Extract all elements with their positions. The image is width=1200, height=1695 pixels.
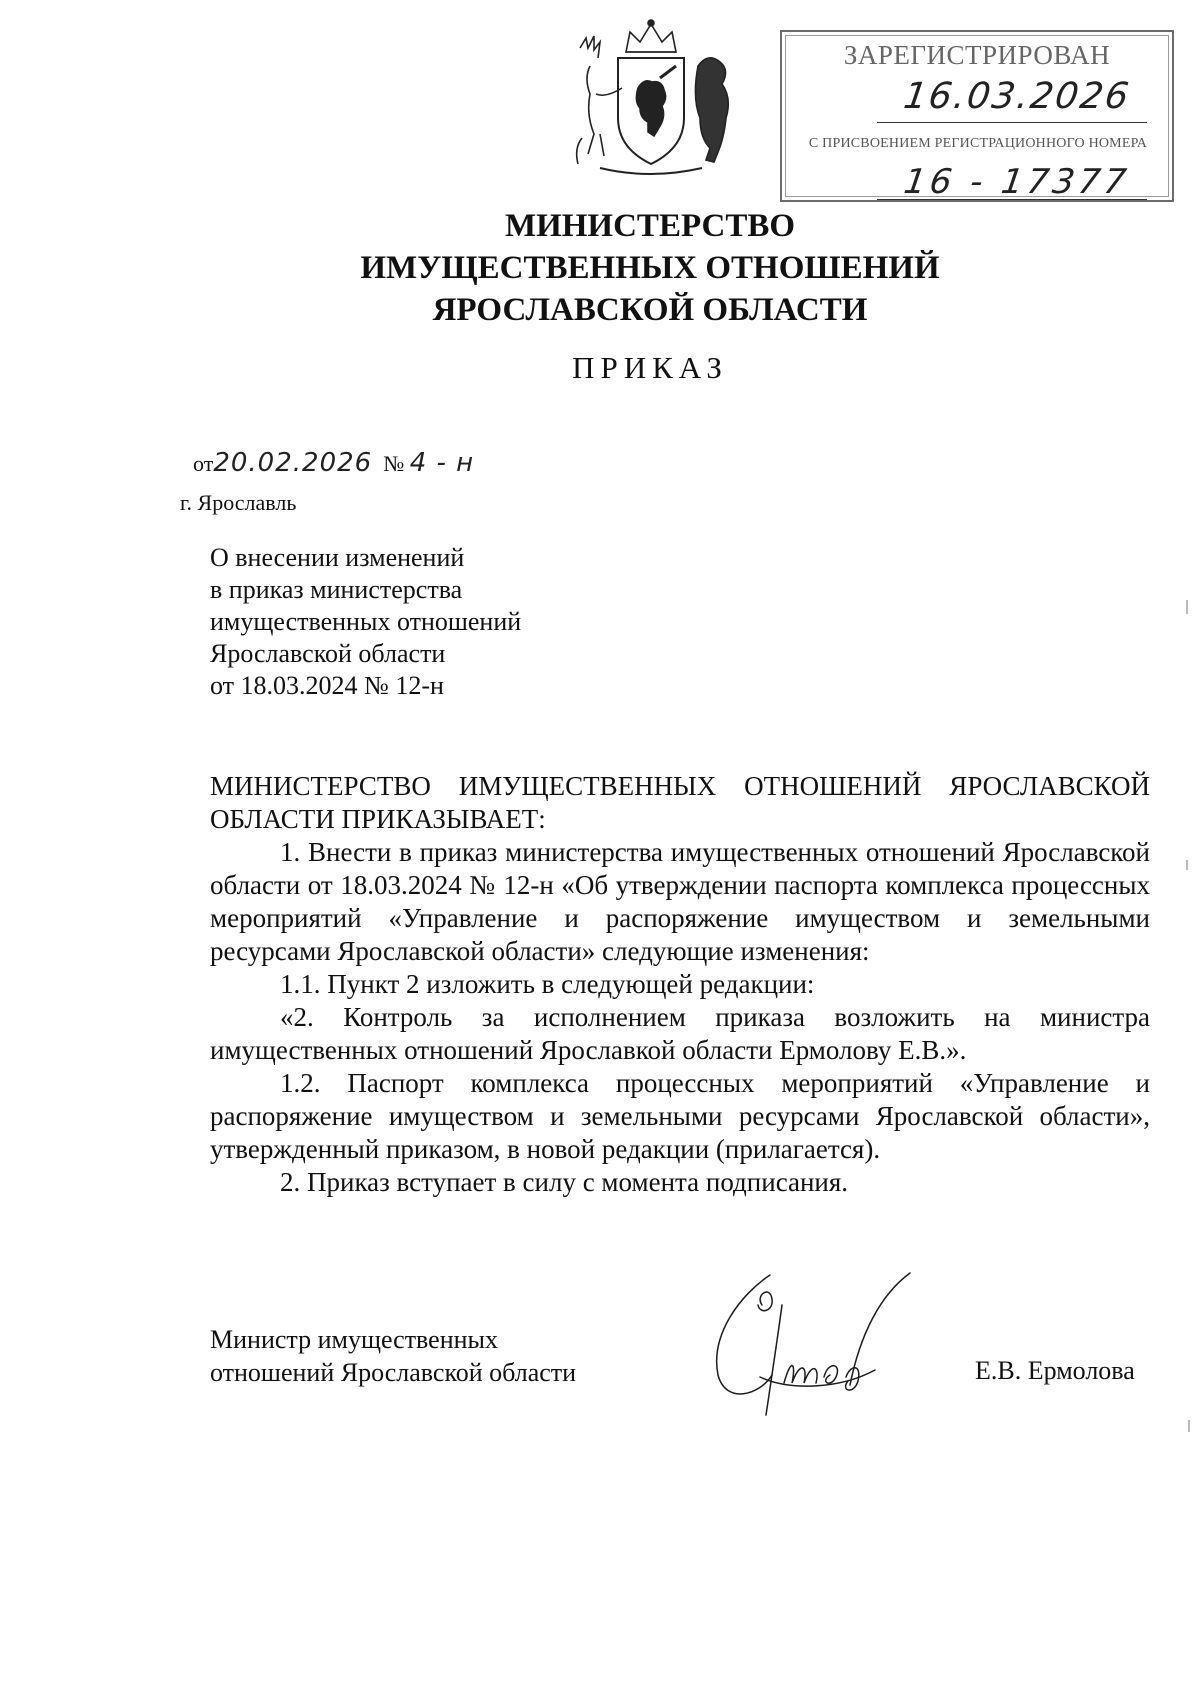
handwritten-signature [700,1265,930,1425]
stamp-handwritten-date: 16.03.2026 [901,76,1133,117]
order-city: г. Ярославль [180,490,297,515]
subject-line: О внесении изменений [210,543,465,572]
subject-line: от 18.03.2024 № 12-н [210,671,444,700]
signatory-name: Е.В. Ермолова [975,1356,1135,1385]
ministry-title-line-2: ИМУЩЕСТВЕННЫХ ОТНОШЕНИЙ [360,250,940,286]
scan-artifact [1186,600,1188,614]
scan-artifact [1188,1420,1190,1432]
order-number-label: № [383,451,405,476]
body-item-2: 2. Приказ вступает в силу с момента подписания. [280,1167,849,1197]
body-preamble: МИНИСТЕРСТВО ИМУЩЕСТВЕННЫХ ОТНОШЕНИЙ ЯРОСЛАВСКОЙ ОБЛАСТИ ПРИКАЗЫВАЕТ: [210,771,1150,834]
ministry-title-line-1: МИНИСТЕРСТВО [504,208,796,244]
coat-of-arms-emblem [560,18,742,178]
subject-line: в приказ министерства [210,575,463,604]
subject-line: имущественных отношений [210,607,522,636]
order-handwritten-number: 4 - н [409,448,475,478]
signatory-title-line-2: отношений Ярославской области [210,1358,577,1387]
order-body [210,770,1150,1199]
signatory-title [210,1323,576,1389]
signatory-title-line-1: Министр имущественных [210,1325,499,1354]
stamp-date-underline [877,122,1147,123]
registration-stamp [780,30,1174,202]
stamp-subtitle: С ПРИСВОЕНИЕМ РЕГИСТРАЦИОННОГО НОМЕРА [808,136,1148,151]
body-item-1-1-text: «2. Контроль за исполнением приказа возложить на министра имущественных отношений Ярославкой области Ермолову Е.В.». [210,1002,1150,1065]
stamp-title: ЗАРЕГИСТРИРОВАН [843,40,1111,70]
body-item-1: 1. Внести в приказ министерства имущественных отношений Ярославской области от 18.03.2024 № 12-н «Об утверждении паспорта комплекса процессных мероприятий «Управление и распоряжение имуществом и земельными ресурсами Ярославской области» следующие изменения: [210,837,1150,966]
order-handwritten-date: 20.02.2026 [213,448,373,478]
order-from-label: от [193,451,214,476]
subject-line: Ярославской области [210,639,446,668]
document-type-heading: ПРИКАЗ [572,350,728,385]
body-item-1-1: 1.1. Пункт 2 изложить в следующей редакции: [280,969,815,999]
stamp-handwritten-number: 16 - 17377 [901,162,1133,202]
ministry-title-line-3: ЯРОСЛАВСКОЙ ОБЛАСТИ [432,292,868,328]
scan-artifact [1186,860,1188,870]
order-subject [210,542,521,702]
stamp-number-underline [877,199,1147,200]
order-date-number-line [193,448,474,478]
body-item-1-2: 1.2. Паспорт комплекса процессных мероприятий «Управление и распоряжение имуществом и земельными ресурсами Ярославской области», утвержденный приказом, в новой редакции (прилагается). [210,1068,1150,1164]
